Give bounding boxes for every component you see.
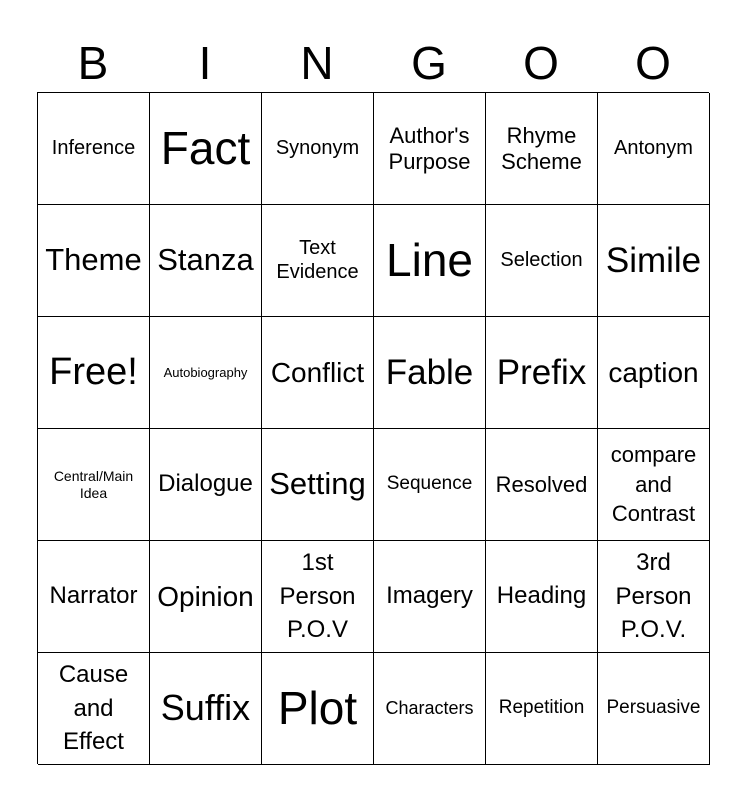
- cell-text: Opinion: [157, 580, 254, 612]
- cell-text: Prefix: [496, 352, 587, 392]
- cell-text: caption: [608, 356, 699, 388]
- cell-text: Dialogue: [158, 470, 253, 498]
- bingo-cell[interactable]: [38, 541, 150, 653]
- cell-text: compare and Contrast: [610, 441, 697, 527]
- bingo-cell[interactable]: [486, 317, 598, 429]
- cell-text: Persuasive: [606, 697, 701, 719]
- bingo-cell[interactable]: [374, 93, 486, 205]
- bingo-cell[interactable]: [38, 653, 150, 765]
- bingo-cell[interactable]: [262, 317, 374, 429]
- cell-text: Conflict: [270, 356, 365, 388]
- bingo-cell[interactable]: [598, 653, 710, 765]
- bingo-cell[interactable]: [486, 541, 598, 653]
- bingo-cell[interactable]: [374, 205, 486, 317]
- bingo-cell[interactable]: [38, 93, 150, 205]
- cell-text: Synonym: [275, 136, 360, 159]
- cell-text: Autobiography: [163, 364, 248, 380]
- cell-text: Repetition: [498, 697, 585, 719]
- bingo-cell[interactable]: [150, 205, 262, 317]
- bingo-cell[interactable]: [486, 429, 598, 541]
- bingo-board: [37, 92, 709, 764]
- cell-text: Fable: [385, 352, 474, 392]
- cell-text: Plot: [277, 682, 358, 735]
- header-letter-b: B: [77, 37, 109, 89]
- cell-text: Theme: [45, 242, 142, 278]
- cell-text: Inference: [51, 136, 136, 159]
- bingo-cell[interactable]: [262, 541, 374, 653]
- header-letter-n: N: [300, 37, 334, 89]
- bingo-cell[interactable]: [262, 205, 374, 317]
- bingo-cell[interactable]: [150, 541, 262, 653]
- cell-text: Sequence: [386, 473, 473, 495]
- bingo-cell[interactable]: [598, 541, 710, 653]
- cell-text: Simile: [605, 240, 702, 280]
- bingo-cell[interactable]: [262, 653, 374, 765]
- header-letter-g: G: [411, 37, 447, 89]
- bingo-cell[interactable]: [262, 93, 374, 205]
- bingo-cell[interactable]: [598, 205, 710, 317]
- bingo-cell[interactable]: [486, 93, 598, 205]
- bingo-cell[interactable]: [150, 429, 262, 541]
- cell-text: Stanza: [157, 242, 254, 278]
- header-letter-o: O: [523, 37, 559, 89]
- cell-text: Resolved: [495, 471, 588, 497]
- cell-text: Text Evidence: [276, 236, 359, 283]
- cell-text: Fact: [160, 122, 251, 175]
- bingo-cell[interactable]: [262, 429, 374, 541]
- cell-text: Heading: [496, 582, 587, 610]
- bingo-cell[interactable]: [374, 317, 486, 429]
- cell-text: 3rd Person P.O.V.: [615, 549, 692, 644]
- bingo-cell[interactable]: [150, 317, 262, 429]
- cell-text: Cause and Effect: [58, 661, 129, 756]
- cell-text: Line: [386, 234, 473, 287]
- cell-text: Rhyme Scheme: [501, 122, 582, 174]
- bingo-cell[interactable]: [486, 205, 598, 317]
- cell-text: Setting: [269, 466, 366, 502]
- header-letter-i: I: [198, 37, 212, 89]
- bingo-header: [37, 34, 709, 92]
- bingo-cell[interactable]: [598, 317, 710, 429]
- bingo-cell[interactable]: [374, 429, 486, 541]
- cell-text: Author's Purpose: [388, 122, 471, 174]
- cell-text: Narrator: [49, 582, 138, 610]
- cell-text: Free!: [49, 351, 138, 394]
- bingo-cell[interactable]: [374, 653, 486, 765]
- cell-text: Imagery: [386, 582, 473, 610]
- bingo-cell[interactable]: [374, 541, 486, 653]
- bingo-cell[interactable]: [38, 429, 150, 541]
- bingo-cell[interactable]: [38, 317, 150, 429]
- header-letter-o-2: O: [635, 37, 671, 89]
- cell-text: Suffix: [160, 687, 251, 729]
- bingo-cell[interactable]: [38, 205, 150, 317]
- cell-text: Central/Main Idea: [53, 467, 134, 501]
- cell-text: Selection: [500, 248, 583, 271]
- bingo-cell[interactable]: [486, 653, 598, 765]
- cell-text: Antonym: [614, 136, 693, 159]
- bingo-cell[interactable]: [150, 653, 262, 765]
- cell-text: 1st Person P.O.V: [279, 549, 356, 644]
- bingo-cell[interactable]: [598, 429, 710, 541]
- bingo-cell[interactable]: [598, 93, 710, 205]
- cell-text: Characters: [385, 697, 474, 718]
- bingo-cell[interactable]: [150, 93, 262, 205]
